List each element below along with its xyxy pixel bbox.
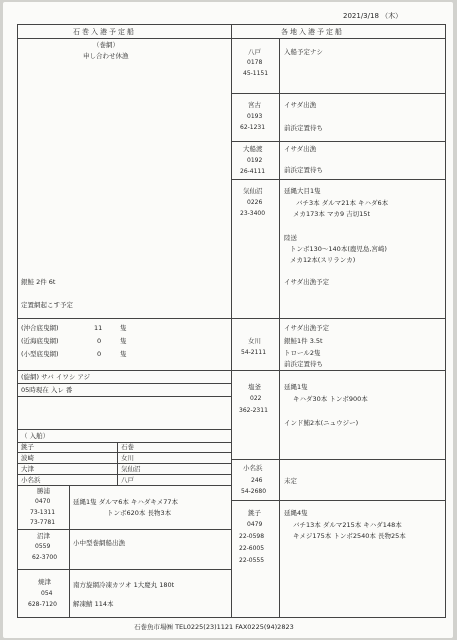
seine-note: 申し合わせ休漁: [83, 52, 129, 60]
port-line: 銀鮭1件 3.5t: [284, 337, 323, 345]
port-phone: 0559: [35, 543, 51, 550]
port-phone: 22-0598: [239, 533, 265, 540]
port-line: 延縄4隻: [284, 509, 308, 517]
port-line: イサダ出漁: [284, 101, 317, 109]
port-name: 小名浜: [243, 464, 263, 472]
port-line: 前浜定置待ち: [284, 360, 323, 368]
port-phone: 45-1151: [243, 70, 269, 77]
port-name: 宮古: [248, 101, 261, 109]
port-line: 未定: [284, 477, 297, 485]
port-line: インド鮪2本(ニュウジー): [284, 419, 359, 427]
port-phone: 246: [251, 477, 263, 484]
port-name: 勝浦: [37, 487, 50, 495]
entry-title: （ 入舶）: [21, 432, 50, 440]
port-phone: 628-7120: [28, 601, 57, 608]
trawl-label: (沖合底曳網): [21, 324, 59, 332]
port-line: 前浜定置待ち: [284, 166, 323, 174]
port-name: 女川: [248, 337, 261, 345]
purse-time: 05時現在 入レ 番: [21, 386, 73, 394]
left-header: 石巻入港予定船: [73, 28, 136, 36]
port-phone: 054: [41, 590, 53, 597]
port-phone: 73-1311: [30, 509, 56, 516]
port-name: 大船渡: [243, 145, 263, 153]
port-phone: 0193: [247, 113, 263, 120]
port-line: バチ3本 ダルマ21本 キハダ6本: [296, 199, 389, 207]
entry-port: 小名浜: [21, 476, 41, 484]
footer-contact: 石巻魚市場㈱ TEL0225(23)1121 FAX0225(94)2823: [134, 623, 294, 631]
port-line: トンボ620本 長物3本: [107, 509, 172, 517]
port-line: イサダ出漁予定: [284, 278, 330, 286]
ishinomaki-catch: 銀鮭 2件 6t: [21, 278, 56, 286]
header-rule: [17, 38, 446, 39]
port-phone: 362-2311: [239, 407, 268, 414]
port-phone: 0479: [247, 521, 263, 528]
entry-port: 女川: [121, 454, 134, 462]
paper-sheet: [3, 2, 453, 638]
port-line: トロール2隻: [284, 349, 321, 357]
seine-section-title: （巻網）: [93, 41, 119, 49]
port-phone: 62-3700: [32, 554, 58, 561]
port-line: キメジ175本 トンボ2540本 長物25本: [293, 532, 406, 540]
port-phone: 022: [250, 395, 262, 402]
port-line: バチ13本 ダルマ215本 キハダ148本: [293, 521, 402, 529]
port-phone: 73-7781: [30, 519, 56, 526]
port-line: 解凍鯖 114本: [73, 600, 114, 608]
port-phone: 0226: [247, 199, 263, 206]
port-phone: 26-4111: [240, 168, 266, 175]
trawl-count: 0: [97, 350, 102, 358]
entry-port: 大津: [21, 465, 34, 473]
trawl-unit: 隻: [120, 337, 127, 345]
entry-port: 石巻: [121, 443, 134, 451]
port-name: 焼津: [38, 578, 51, 586]
port-line: 南方旋網冷凍カツオ 1大慶丸 180t: [73, 581, 175, 589]
port-phone: 0178: [247, 59, 263, 66]
port-phone: 62-1231: [240, 124, 266, 131]
entry-port: 八戸: [121, 476, 134, 484]
trawl-count: 11: [94, 324, 103, 332]
port-line: 延縄1隻: [284, 383, 308, 391]
trawl-unit: 隻: [120, 350, 127, 358]
port-line: 延縄大目1隻: [284, 187, 321, 195]
port-line: イサダ出漁: [284, 145, 317, 153]
entry-port: 波崎: [21, 454, 34, 462]
port-line: 陸送: [284, 234, 297, 242]
date: 2021/3/18 （木）: [343, 12, 403, 20]
port-line: 前浜定置待ち: [284, 124, 323, 132]
port-name: 銚子: [248, 509, 261, 517]
port-phone: 22-6005: [239, 545, 265, 552]
port-line: メカ12本(スリランカ): [290, 256, 356, 264]
port-phone: 0470: [35, 498, 51, 505]
trawl-unit: 隻: [120, 324, 127, 332]
port-name: 沼津: [37, 532, 50, 540]
trawl-label: (近海底曳網): [21, 337, 59, 345]
port-phone: 54-2111: [241, 349, 267, 356]
entry-port: 銚子: [21, 443, 34, 451]
right-header: 各地入港予定船: [281, 28, 344, 36]
port-name: 気仙沼: [243, 187, 263, 195]
port-line: 入船予定ナシ: [284, 48, 323, 56]
port-phone: 54-2680: [241, 488, 267, 495]
port-phone: 0192: [247, 157, 263, 164]
port-line: 延縄1隻 ダルマ6本 キハダキメ77本: [73, 498, 179, 506]
port-name: 八戸: [248, 48, 261, 56]
port-line: キハダ30本 トンボ900本: [293, 395, 368, 403]
entry-port: 気仙沼: [121, 465, 141, 473]
port-line: トンボ130～140本(鹿児島,宮崎): [290, 245, 387, 253]
port-name: 塩釜: [248, 383, 261, 391]
port-phone: 22-0555: [239, 557, 265, 564]
center-divider: [231, 24, 232, 618]
purse-title: (旋網) サバ イワシ アジ: [21, 373, 91, 381]
port-phone: 23-3400: [240, 210, 266, 217]
port-line: 小中型巻網船出漁: [73, 539, 125, 547]
trawl-label: (小型底曳網): [21, 350, 59, 358]
ishinomaki-net: 定置網起こす予定: [21, 301, 73, 309]
trawl-count: 0: [97, 337, 102, 345]
port-line: イサダ出漁予定: [284, 324, 330, 332]
port-line: メカ173本 マカ9 吉切15t: [293, 210, 370, 218]
